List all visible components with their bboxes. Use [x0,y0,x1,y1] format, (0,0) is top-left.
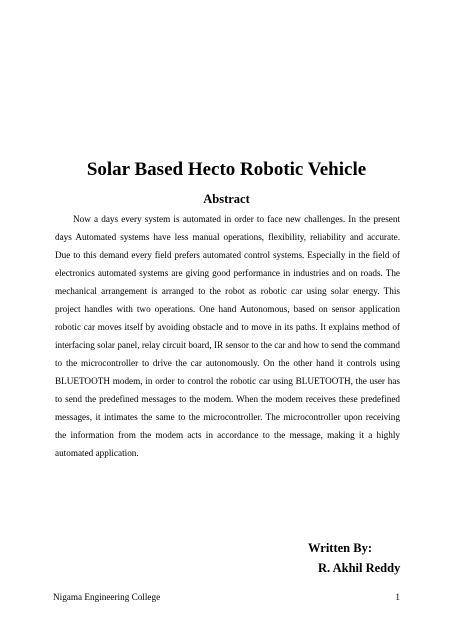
author-name: R. Akhil Reddy [318,561,401,575]
document-title: Solar Based Hecto Robotic Vehicle [86,159,367,180]
abstract-heading: Abstract [203,192,250,206]
footer-college: Nigama Engineering College [53,592,161,602]
abstract-body: Now a days every system is automated in order to face new challenges. In the present days Automated systems have less manual operations, flexibility, reliability and accurate. Due to this demand every field prefers automated control systems. Especially in the field of electronics automated systems are giving good performance in industries and on roads. The mechanical arrangement is arranged to the robot as robotic car using solar energy. This project handles with two operations. One hand Autonomous, based on sensor application robotic car moves itself by avoiding obstacle and to move in its paths. It explains method of interfacing solar panel, relay circuit board, IR sensor to the car and how to send the command to the microcontroller to drive the car autonomously. On the other hand it controls using BLUETOOTH modem, in order to control the robotic car using BLUETOOTH, the user has to send the predefined messages to the modem. When the modem receives these predefined messages, it intimates the same to the microcontroller. The microcontroller upon receiving the information from the modem acts in accordance to the message, making it a highly automated application. [55,214,400,458]
footer-page-number: 1 [395,592,400,602]
written-by-label: Written By: [308,541,372,555]
